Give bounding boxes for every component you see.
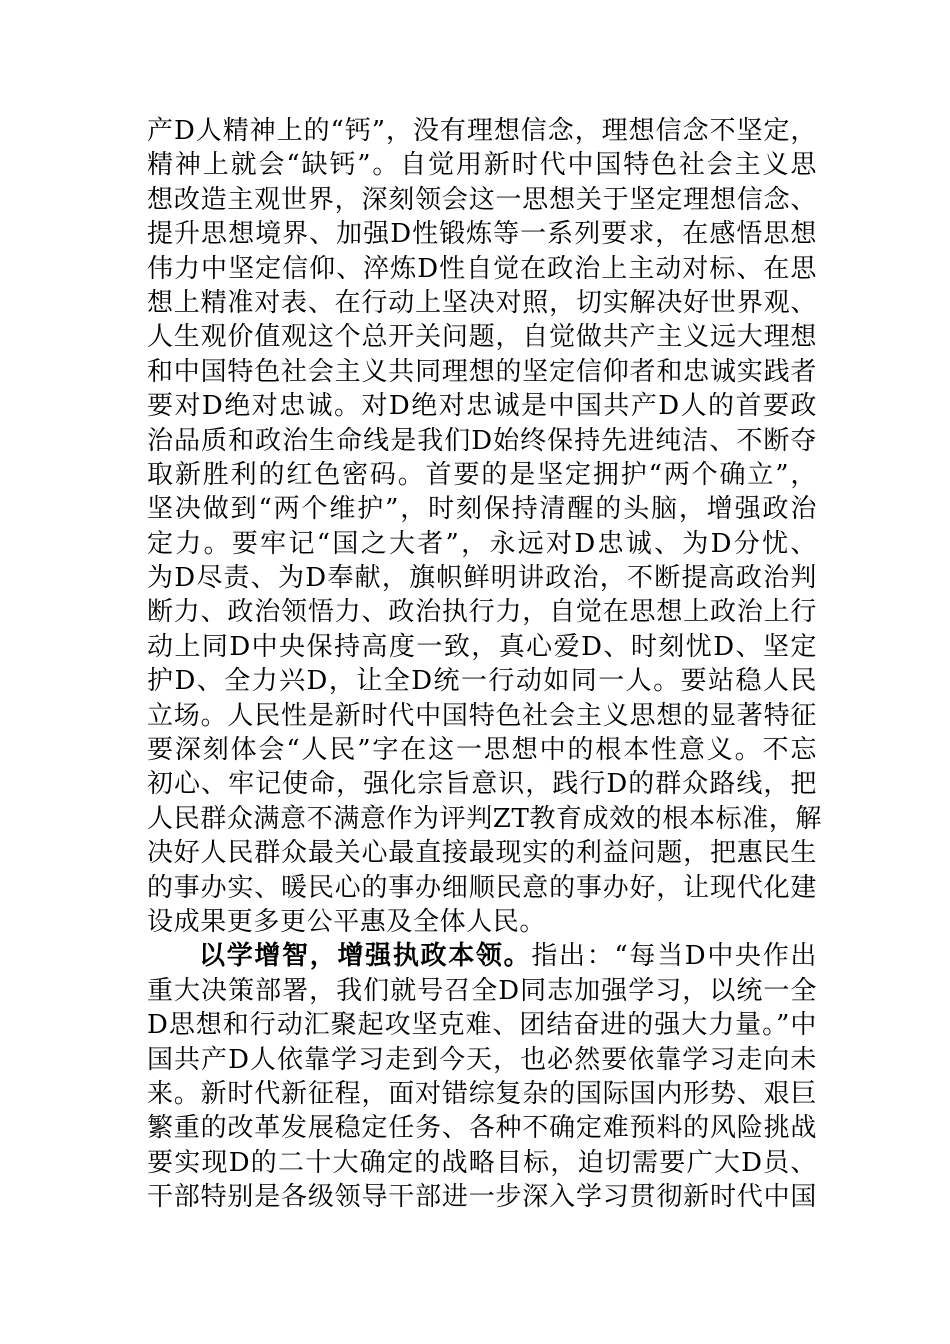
text-line: 精神上就会“缺钙”。自觉用新时代中国特色社会主义思 bbox=[147, 150, 817, 181]
text-line: 要实现D的二十大确定的战略目标，迫切需要广大D员、 bbox=[147, 1147, 817, 1178]
text-line: 治品质和政治生命线是我们D始终保持先进纯洁、不断夺 bbox=[147, 425, 817, 456]
text-line: 设成果更多更公平惠及全体人民。 bbox=[147, 906, 547, 937]
text-line: 提升思想境界、加强D性锻炼等一系列要求，在感悟思想 bbox=[147, 219, 817, 250]
text-line: 繁重的改革发展稳定任务、各种不确定难预料的风险挑战 bbox=[147, 1113, 817, 1144]
text-line: 立场。人民性是新时代中国特色社会主义思想的显著特征 bbox=[147, 700, 817, 731]
text-line: 和中国特色社会主义共同理想的坚定信仰者和忠诚实践者 bbox=[147, 356, 817, 387]
text-line: 人生观价值观这个总开关问题，自觉做共产主义远大理想 bbox=[147, 322, 817, 353]
text-line: 干部特别是各级领导干部进一步深入学习贯彻新时代中国 bbox=[147, 1182, 817, 1213]
paragraph-learning bbox=[147, 939, 817, 1214]
text-line: 人民群众满意不满意作为评判ZT教育成效的根本标准，解 bbox=[147, 803, 823, 834]
text-line: D思想和行动汇聚起攻坚克难、团结奋进的强大力量。”中 bbox=[147, 1010, 817, 1041]
text-line: 初心、牢记使命，强化宗旨意识，践行D的群众路线，把 bbox=[147, 769, 817, 800]
text-span: 指出：“每当D中央作出 bbox=[531, 941, 817, 972]
text-line: 产D人精神上的“钙”，没有理想信念，理想信念不坚定， bbox=[147, 116, 817, 146]
text-line: 的事办实、暖民心的事办细顺民意的事办好，让现代化建 bbox=[147, 872, 817, 903]
paragraph-ideals bbox=[147, 114, 823, 939]
text-line: 想改造主观世界，深刻领会这一思想关于坚定理想信念、 bbox=[147, 184, 817, 215]
text-line: 坚决做到“两个维护”，时刻保持清醒的头脑，增强政治 bbox=[147, 494, 817, 525]
text-line: 动上同D中央保持高度一致，真心爱D、时刻忧D、坚定 bbox=[147, 631, 817, 662]
text-line: 护D、全力兴D，让全D统一行动如同一人。要站稳人民 bbox=[147, 666, 817, 697]
text-line: 取新胜利的红色密码。首要的是坚定拥护“两个确立”， bbox=[147, 459, 817, 490]
section-heading: 以学增智，增强执政本领。 bbox=[199, 941, 532, 972]
text-line: 为D尽责、为D奉献，旗帜鲜明讲政治，不断提高政治判 bbox=[147, 563, 817, 594]
text-line: 重大决策部署，我们就号召全D同志加强学习，以统一全 bbox=[147, 975, 817, 1006]
text-line: 定力。要牢记“国之大者”，永远对D忠诚、为D分忧、 bbox=[147, 528, 817, 559]
text-line: 要对D绝对忠诚。对D绝对忠诚是中国共产D人的首要政 bbox=[147, 391, 817, 422]
text-line: 国共产D人依靠学习走到今天，也必然要依靠学习走向未 bbox=[147, 1044, 817, 1075]
text-line: 断力、政治领悟力、政治执行力，自觉在思想上政治上行 bbox=[147, 597, 817, 628]
text-line: 来。新时代新征程，面对错综复杂的国际国内形势、艰巨 bbox=[147, 1078, 817, 1109]
text-line: 伟力中坚定信仰、淬炼D性自觉在政治上主动对标、在思 bbox=[147, 253, 817, 284]
text-line: 要深刻体会“人民”字在这一思想中的根本性意义。不忘 bbox=[147, 735, 817, 766]
text-line: 决好人民群众最关心最直接最现实的利益问题，把惠民生 bbox=[147, 838, 817, 869]
document-body bbox=[147, 114, 823, 1215]
paragraph-first-line bbox=[147, 939, 817, 973]
text-line: 想上精准对表、在行动上坚决对照，切实解决好世界观、 bbox=[147, 287, 817, 318]
